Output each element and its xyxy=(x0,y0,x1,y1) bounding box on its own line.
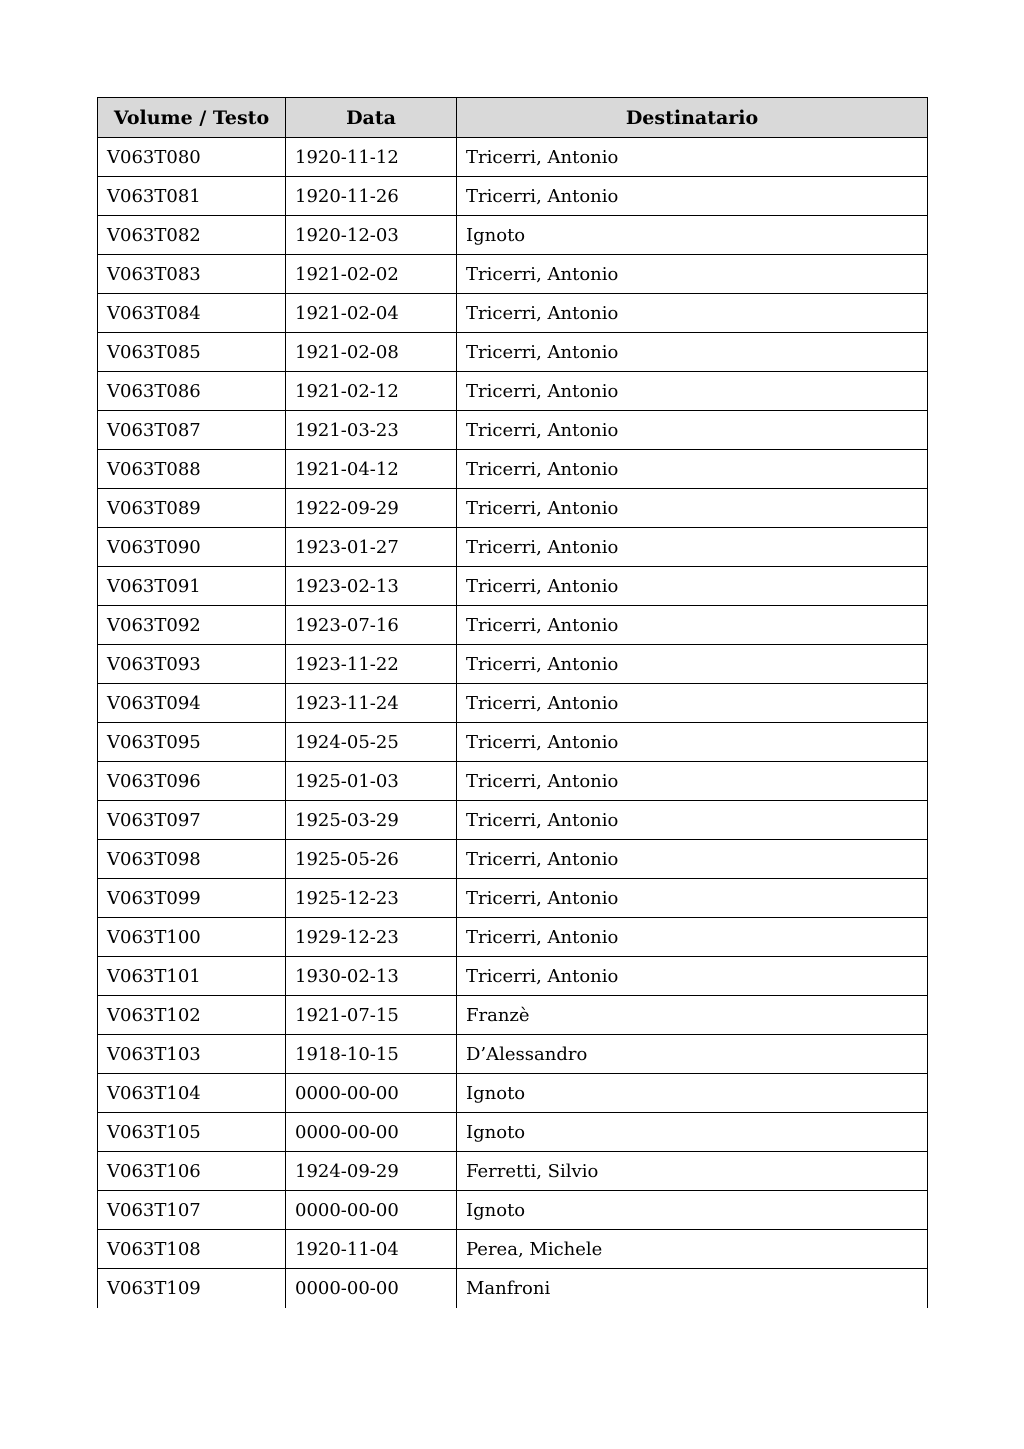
cell-destinatario: Tricerri, Antonio xyxy=(457,840,928,879)
cell-volume-testo: V063T094 xyxy=(98,684,286,723)
cell-destinatario: Tricerri, Antonio xyxy=(457,489,928,528)
cell-volume-testo: V063T102 xyxy=(98,996,286,1035)
table-row xyxy=(98,1269,928,1308)
cell-destinatario: Ignoto xyxy=(457,1191,928,1230)
cell-destinatario: Ignoto xyxy=(457,1074,928,1113)
table-row xyxy=(98,294,928,333)
cell-data: 1923-02-13 xyxy=(286,567,457,606)
cell-data: 1920-12-03 xyxy=(286,216,457,255)
table-row xyxy=(98,216,928,255)
cell-data: 1924-09-29 xyxy=(286,1152,457,1191)
cell-destinatario: Tricerri, Antonio xyxy=(457,333,928,372)
cell-destinatario: Tricerri, Antonio xyxy=(457,528,928,567)
cell-data: 1925-05-26 xyxy=(286,840,457,879)
cell-volume-testo: V063T088 xyxy=(98,450,286,489)
cell-destinatario: Tricerri, Antonio xyxy=(457,567,928,606)
table-row xyxy=(98,372,928,411)
cell-volume-testo: V063T104 xyxy=(98,1074,286,1113)
cell-volume-testo: V063T081 xyxy=(98,177,286,216)
cell-data: 1921-02-12 xyxy=(286,372,457,411)
cell-volume-testo: V063T082 xyxy=(98,216,286,255)
cell-destinatario: Tricerri, Antonio xyxy=(457,372,928,411)
cell-destinatario: Ferretti, Silvio xyxy=(457,1152,928,1191)
cell-data: 1923-11-22 xyxy=(286,645,457,684)
cell-destinatario: Ignoto xyxy=(457,216,928,255)
table-header xyxy=(98,98,928,138)
table-row xyxy=(98,528,928,567)
table-row xyxy=(98,801,928,840)
cell-data: 1924-05-25 xyxy=(286,723,457,762)
table-body xyxy=(98,138,928,1308)
table-row xyxy=(98,840,928,879)
table-row xyxy=(98,723,928,762)
table-row xyxy=(98,177,928,216)
table-row xyxy=(98,684,928,723)
header-data: Data xyxy=(286,98,457,138)
cell-data: 1920-11-12 xyxy=(286,138,457,177)
cell-data: 1922-09-29 xyxy=(286,489,457,528)
cell-data: 1921-07-15 xyxy=(286,996,457,1035)
cell-destinatario: Tricerri, Antonio xyxy=(457,879,928,918)
cell-data: 1925-03-29 xyxy=(286,801,457,840)
table-row xyxy=(98,333,928,372)
cell-data: 1929-12-23 xyxy=(286,918,457,957)
table-row xyxy=(98,450,928,489)
cell-destinatario: Perea, Michele xyxy=(457,1230,928,1269)
cell-volume-testo: V063T092 xyxy=(98,606,286,645)
cell-data: 0000-00-00 xyxy=(286,1074,457,1113)
cell-destinatario: D’Alessandro xyxy=(457,1035,928,1074)
table-row xyxy=(98,1113,928,1152)
cell-destinatario: Tricerri, Antonio xyxy=(457,411,928,450)
cell-volume-testo: V063T085 xyxy=(98,333,286,372)
cell-data: 1923-07-16 xyxy=(286,606,457,645)
cell-volume-testo: V063T083 xyxy=(98,255,286,294)
cell-destinatario: Franzè xyxy=(457,996,928,1035)
table-row xyxy=(98,957,928,996)
cell-destinatario: Tricerri, Antonio xyxy=(457,801,928,840)
table-row xyxy=(98,255,928,294)
cell-data: 1921-02-04 xyxy=(286,294,457,333)
cell-data: 1918-10-15 xyxy=(286,1035,457,1074)
cell-volume-testo: V063T101 xyxy=(98,957,286,996)
cell-destinatario: Tricerri, Antonio xyxy=(457,762,928,801)
cell-volume-testo: V063T106 xyxy=(98,1152,286,1191)
table-row xyxy=(98,606,928,645)
cell-volume-testo: V063T099 xyxy=(98,879,286,918)
cell-destinatario: Tricerri, Antonio xyxy=(457,255,928,294)
cell-volume-testo: V063T095 xyxy=(98,723,286,762)
table-row xyxy=(98,762,928,801)
cell-volume-testo: V063T086 xyxy=(98,372,286,411)
cell-destinatario: Tricerri, Antonio xyxy=(457,684,928,723)
cell-volume-testo: V063T089 xyxy=(98,489,286,528)
cell-destinatario: Manfroni xyxy=(457,1269,928,1308)
cell-destinatario: Tricerri, Antonio xyxy=(457,645,928,684)
cell-data: 0000-00-00 xyxy=(286,1191,457,1230)
table-row xyxy=(98,489,928,528)
cell-volume-testo: V063T091 xyxy=(98,567,286,606)
cell-data: 1925-01-03 xyxy=(286,762,457,801)
cell-volume-testo: V063T096 xyxy=(98,762,286,801)
cell-destinatario: Tricerri, Antonio xyxy=(457,918,928,957)
cell-volume-testo: V063T090 xyxy=(98,528,286,567)
cell-volume-testo: V063T093 xyxy=(98,645,286,684)
cell-data: 1921-04-12 xyxy=(286,450,457,489)
document-page xyxy=(97,97,927,1308)
cell-data: 1920-11-04 xyxy=(286,1230,457,1269)
cell-destinatario: Tricerri, Antonio xyxy=(457,177,928,216)
cell-volume-testo: V063T098 xyxy=(98,840,286,879)
cell-destinatario: Tricerri, Antonio xyxy=(457,138,928,177)
cell-data: 1930-02-13 xyxy=(286,957,457,996)
cell-volume-testo: V063T097 xyxy=(98,801,286,840)
header-row xyxy=(98,98,928,138)
header-volume-testo: Volume / Testo xyxy=(98,98,286,138)
cell-data: 1925-12-23 xyxy=(286,879,457,918)
table-row xyxy=(98,1035,928,1074)
letters-table xyxy=(97,97,928,1308)
cell-volume-testo: V063T105 xyxy=(98,1113,286,1152)
cell-volume-testo: V063T108 xyxy=(98,1230,286,1269)
cell-data: 0000-00-00 xyxy=(286,1269,457,1308)
cell-destinatario: Tricerri, Antonio xyxy=(457,450,928,489)
cell-data: 1923-01-27 xyxy=(286,528,457,567)
cell-data: 0000-00-00 xyxy=(286,1113,457,1152)
cell-data: 1921-02-08 xyxy=(286,333,457,372)
header-destinatario: Destinatario xyxy=(457,98,928,138)
cell-data: 1921-02-02 xyxy=(286,255,457,294)
cell-data: 1923-11-24 xyxy=(286,684,457,723)
table-row xyxy=(98,879,928,918)
cell-volume-testo: V063T100 xyxy=(98,918,286,957)
cell-destinatario: Tricerri, Antonio xyxy=(457,294,928,333)
cell-destinatario: Tricerri, Antonio xyxy=(457,957,928,996)
table-row xyxy=(98,1074,928,1113)
cell-destinatario: Ignoto xyxy=(457,1113,928,1152)
cell-destinatario: Tricerri, Antonio xyxy=(457,606,928,645)
cell-volume-testo: V063T107 xyxy=(98,1191,286,1230)
cell-volume-testo: V063T103 xyxy=(98,1035,286,1074)
table-row xyxy=(98,996,928,1035)
table-row xyxy=(98,411,928,450)
table-row xyxy=(98,567,928,606)
cell-volume-testo: V063T080 xyxy=(98,138,286,177)
cell-volume-testo: V063T084 xyxy=(98,294,286,333)
table-row xyxy=(98,138,928,177)
table-row xyxy=(98,645,928,684)
table-row xyxy=(98,918,928,957)
table-row xyxy=(98,1152,928,1191)
cell-destinatario: Tricerri, Antonio xyxy=(457,723,928,762)
cell-volume-testo: V063T109 xyxy=(98,1269,286,1308)
table-row xyxy=(98,1191,928,1230)
cell-data: 1920-11-26 xyxy=(286,177,457,216)
cell-volume-testo: V063T087 xyxy=(98,411,286,450)
cell-data: 1921-03-23 xyxy=(286,411,457,450)
table-row xyxy=(98,1230,928,1269)
